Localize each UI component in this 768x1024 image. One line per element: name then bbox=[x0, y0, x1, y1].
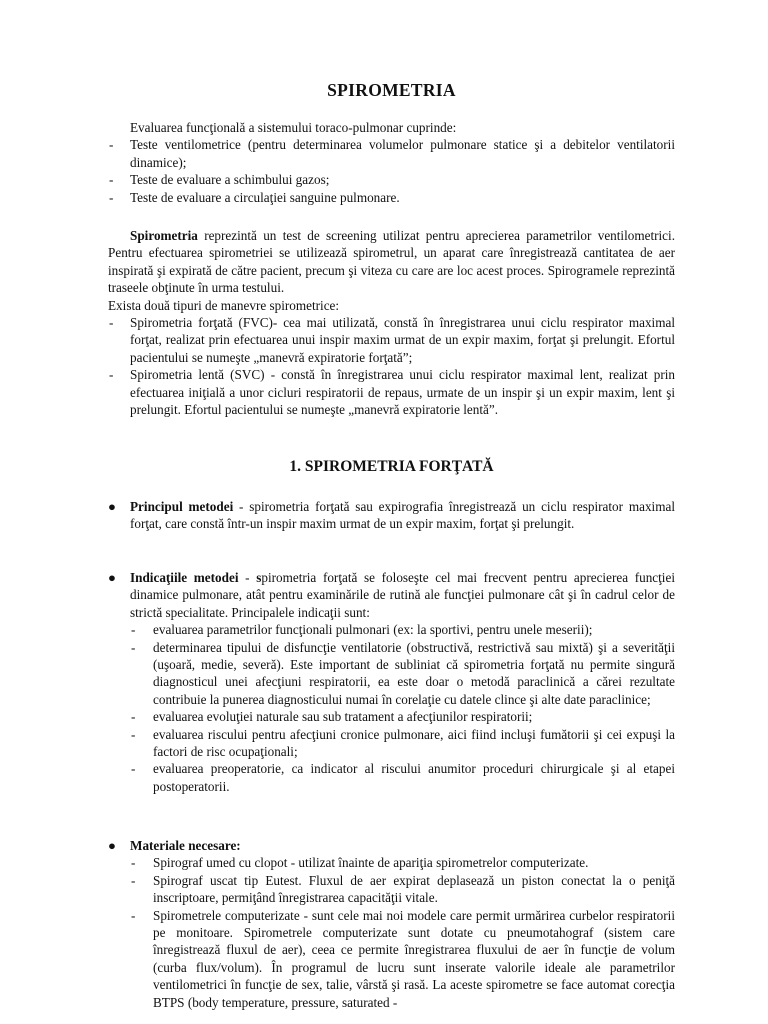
indications-s: s bbox=[256, 570, 262, 585]
indications-label: Indicaţiile metodei bbox=[130, 570, 239, 585]
material-item: - Spirometrele computerizate - sunt cele mai noi modele care permit urmărirea curbelor respiratorii pe monitoare. Spirometrele computerizate sunt dotate cu pneumotahograf (sistem care înregistrează fluxul de aer), ceea ce permite înregistrarea fluxului de aer în funcţie de volum (curba flux/volum). În programul de lucru sunt inserate valorile ideale ale parametrilor ventilometrici în funcţie de sex, talie, vârstă şi rasă. La aceste spirometre se face automat corecţia BTPS (body temperature, pressure, saturated - bbox=[108, 907, 675, 1011]
principle-text: - spirometria forţată sau expirografia înregistrează un ciclu respirator maximal forţat, care constă într-un inspir maxim urmat de un expir maxim, forţat şi prelungit. bbox=[130, 499, 675, 532]
spirometry-type-item: - Spirometria forţată (FVC)- cea mai utilizată, constă în înregistrarea unui ciclu respirator maximal forţat, realizat prin efectuarea unui inspir maxim urmat de un expir maxim, forţat şi prelungit. Efortul pacientului se numeşte „manevră expiratorie forţată”; bbox=[108, 314, 675, 366]
principle-bullet bbox=[108, 498, 675, 533]
indication-item: - evaluarea evoluţiei naturale sau sub tratament a afecţiunilor respiratorii; bbox=[108, 708, 675, 725]
indication-item: - evaluarea riscului pentru afecţiuni cronice pulmonare, aici fiind incluşi fumătorii şi cei expuşi la factori de risc ocupaţionali; bbox=[108, 726, 675, 761]
page-title: SPIROMETRIA bbox=[327, 80, 456, 100]
material-item: - Spirograf uscat tip Eutest. Fluxul de aer expirat deplasează un piston conectat la o peniţă inscriptoare, permiţând înregistrarea capacităţii vitale. bbox=[108, 872, 675, 907]
spirometry-type-item: - Spirometria lentă (SVC) - constă în înregistrarea unui ciclu respirator maximal lent, realizat prin efectuarea iniţială a unor cicluri respiratorii de repaus, urmate de un inspir şi un expir maxim, lent şi prelungit. Efortul pacientului se numeşte „manevră expiratorie lentă”. bbox=[108, 366, 675, 418]
intro-item: - Teste ventilometrice (pentru determinarea volumelor pulmonare statice şi a debitelor ventilatorii dinamice); bbox=[108, 136, 675, 171]
intro-lead: Evaluarea funcţională a sistemului toraco-pulmonar cuprinde: bbox=[130, 120, 457, 135]
definition-term: Spirometria bbox=[130, 228, 198, 243]
indication-item: - determinarea tipului de disfuncţie ventilatorie (obstructivă, restrictivă sau mixtă) şi a severităţii (uşoară, medie, severă). Este important de subliniat că spirometria forţată nu permite singură diagnosticul unei afecţiuni respiratorii, ea este doar o metodă paraclinică a cărei rezultate contribuie la punerea diagnosticului numai în corelaţie cu datele clince şi alte date paraclinice; bbox=[108, 639, 675, 709]
section-heading: 1. SPIROMETRIA FORŢATĂ bbox=[289, 458, 494, 475]
intro-item: - Teste de evaluare a schimbului gazos; bbox=[108, 171, 675, 188]
indications-text: pirometria forţată se foloseşte cel mai frecvent pentru aprecierea funcţiei dinamice pulmonare, atât pentru examinările de rutină ale funcţiei pulmonare cât şi în cadrul celor de strictă specialitate. Principalele indicaţii sunt: bbox=[130, 570, 675, 620]
principle-label: Principul metodei bbox=[130, 499, 234, 514]
materials-section bbox=[108, 837, 675, 1011]
indication-item: - evaluarea parametrilor funcţionali pulmonari (ex: la sportivi, pentru unele meserii); bbox=[108, 621, 675, 638]
bullet-icon: ● bbox=[108, 499, 116, 514]
materials-label: Materiale necesare: bbox=[130, 838, 241, 853]
intro-section bbox=[108, 119, 675, 206]
indications-bullet bbox=[108, 569, 675, 621]
definition-section bbox=[108, 227, 675, 418]
indication-item: - evaluarea preoperatorie, ca indicator al riscului anumitor proceduri chirurgicale şi al etapei postoperatorii. bbox=[108, 760, 675, 795]
materials-bullet bbox=[108, 837, 675, 854]
bullet-icon: ● bbox=[108, 570, 116, 585]
types-lead: Exista două tipuri de manevre spirometrice: bbox=[108, 297, 340, 313]
indications-sep: - bbox=[238, 570, 257, 585]
principle-section bbox=[108, 498, 675, 533]
definition-text: reprezintă un test de screening utilizat pentru aprecierea parametrilor ventilometrici. Pentru efectuarea spirometriei se utilizează spirometrul, un aparat care înregistrează cantitatea de aer inspirată şi expirată de către pacient, precum şi viteza cu care are loc acest proces. Spirogramele reprezintă traseele obţinute în urma testului. bbox=[108, 228, 675, 296]
indications-section bbox=[108, 569, 675, 795]
bullet-icon: ● bbox=[108, 838, 116, 853]
material-item: - Spirograf umed cu clopot - utilizat înainte de apariţia spirometrelor computerizate. bbox=[108, 854, 675, 871]
intro-item: - Teste de evaluare a circulaţiei sanguine pulmonare. bbox=[108, 189, 675, 206]
definition-paragraph bbox=[108, 227, 675, 297]
